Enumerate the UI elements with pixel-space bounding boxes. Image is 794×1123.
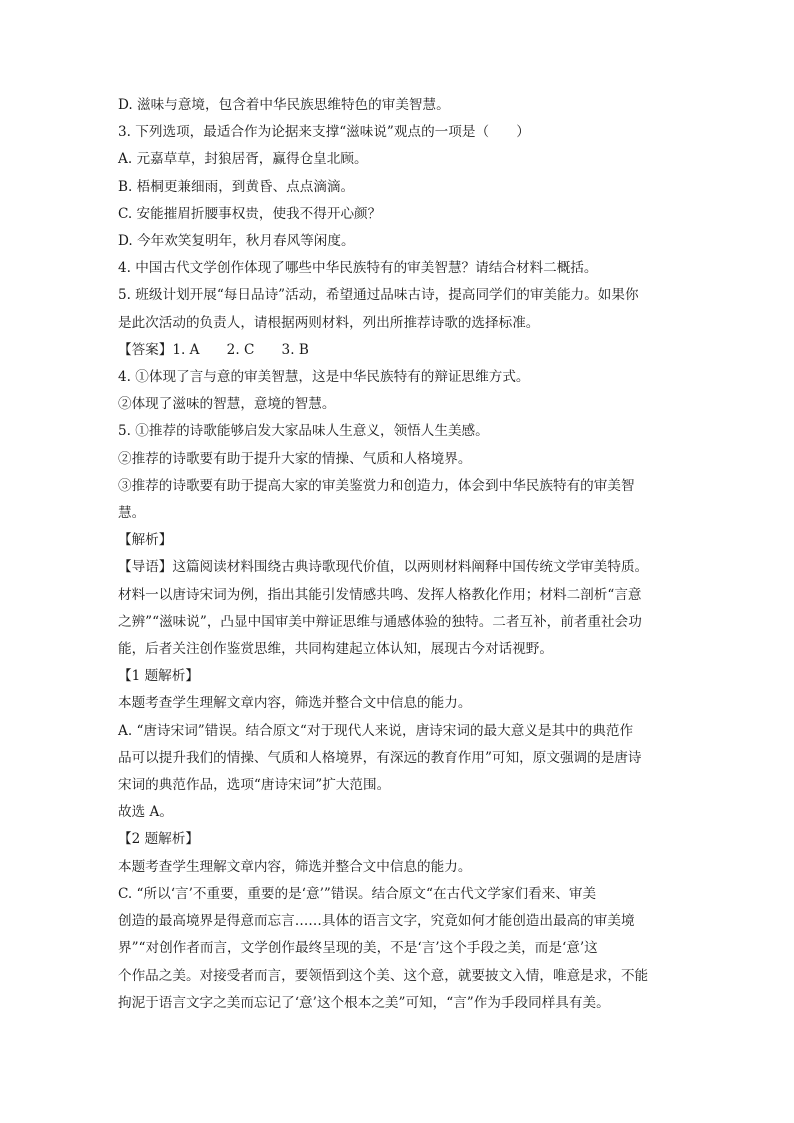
q2-analysis-heading: 【2 题解析】 xyxy=(118,831,199,848)
answer-5-point-3-cont: 慧。 xyxy=(118,505,146,522)
answer-5-point-3: ③推荐的诗歌要有助于提高大家的审美鉴赏力和创造力，体会到中华民族特有的审美智 xyxy=(118,477,635,494)
q1-analysis-line-3: 宋词的典范作品，选项“唐诗宋词”扩大范围。 xyxy=(118,777,391,794)
q1-analysis-heading: 【1 题解析】 xyxy=(118,668,199,685)
q3-option-c: C. 安能摧眉折腰事权贵，使我不得开心颜？ xyxy=(118,205,382,222)
q2-analysis-line-3: 界”“对创作者而言，文学创作最终呈现的美，不是‘言’这个手段之美，而是‘意’这 xyxy=(118,940,598,957)
q2-analysis-line-5: 拘泥于语言文字之美而忘记了‘意’这个根本之美”可知，“言”作为手段同样具有美。 xyxy=(118,994,610,1011)
q1-analysis-intro: 本题考查学生理解文章内容，筛选并整合文中信息的能力。 xyxy=(118,695,472,712)
q3-option-d: D. 今年欢笑复明年，秋月春风等闲度。 xyxy=(118,233,355,250)
q3-option-a: A. 元嘉草草，封狼居胥，赢得仓皇北顾。 xyxy=(118,151,368,168)
answer-4-point-1: 4. ①体现了言与意的审美智慧，这是中华民族特有的辩证思维方式。 xyxy=(118,369,530,386)
q2-analysis-line-1: C. “所以‘言’不重要，重要的是‘意’”错误。结合原文“在古代文学家们看来、审美 xyxy=(118,885,597,902)
q2-analysis-intro: 本题考查学生理解文章内容，筛选并整合文中信息的能力。 xyxy=(118,858,472,875)
guide-line-2: 材料一以唐诗宋词为例，指出其能引发情感共鸣、发挥人格教化作用；材料二剖析“言意 xyxy=(118,586,642,603)
guide-line-1: 【导语】这篇阅读材料围绕古典诗歌现代价值，以两则材料阐释中国传统文学审美特质。 xyxy=(118,559,649,576)
guide-line-3: 之辨”“滋味说”，凸显中国审美中辩证思维与通感体验的独特。二者互补，前者重社会功 xyxy=(118,613,642,630)
analysis-heading: 【解析】 xyxy=(118,532,173,549)
q1-analysis-line-1: A. “唐诗宋词”错误。结合原文“对于现代人来说，唐诗宋词的最大意义是其中的典范作 xyxy=(118,722,634,739)
option-d-q2: D. 滋味与意境，包含着中华民族思维特色的审美智慧。 xyxy=(118,97,450,113)
q1-analysis-line-2: 品可以提升我们的情操、气质和人格境界，有深远的教育作用”可知，原文强调的是唐诗 xyxy=(118,749,642,766)
answer-4-point-2: ②体现了滋味的智慧，意境的智慧。 xyxy=(118,396,336,413)
document-body xyxy=(118,92,678,1017)
q3-option-b: B. 梧桐更兼细雨，到黄昏、点点滴滴。 xyxy=(118,178,355,195)
answer-5-point-1: 5. ①推荐的诗歌能够启发大家品味人生意义，领悟人生美感。 xyxy=(118,423,489,440)
answer-5-point-2: ②推荐的诗歌要有助于提升大家的情操、气质和人格境界。 xyxy=(118,450,472,467)
q2-analysis-line-2: 创造的最高境界是得意而忘言……具体的语言文字，究竟如何才能创造出最高的审美境 xyxy=(118,913,635,930)
question-5-stem-line-1: 5. 班级计划开展“每日品诗”活动，希望通过品味古诗，提高同学们的审美能力。如果你 xyxy=(118,287,639,304)
question-5-stem-line-2: 是此次活动的负责人，请根据两则材料，列出所推荐诗歌的选择标准。 xyxy=(118,314,540,331)
q1-conclusion: 故选 A。 xyxy=(118,804,173,821)
answer-heading: 【答案】1. A 2. C 3. B xyxy=(118,341,309,358)
q2-analysis-line-4: 个作品之美。对接受者而言，要领悟到这个美、这个意，就要披文入情，唯意是求，不能 xyxy=(118,967,649,984)
question-4-stem: 4. 中国古代文学创作体现了哪些中华民族特有的审美智慧？请结合材料二概括。 xyxy=(118,260,598,277)
guide-line-4: 能，后者关注创作鉴赏思维，共同构建起立体认知，展现古今对话视野。 xyxy=(118,641,553,658)
question-3-stem: 3. 下列选项，最适合作为论据来支撑“滋味说”观点的一项是（ ） xyxy=(118,124,530,141)
